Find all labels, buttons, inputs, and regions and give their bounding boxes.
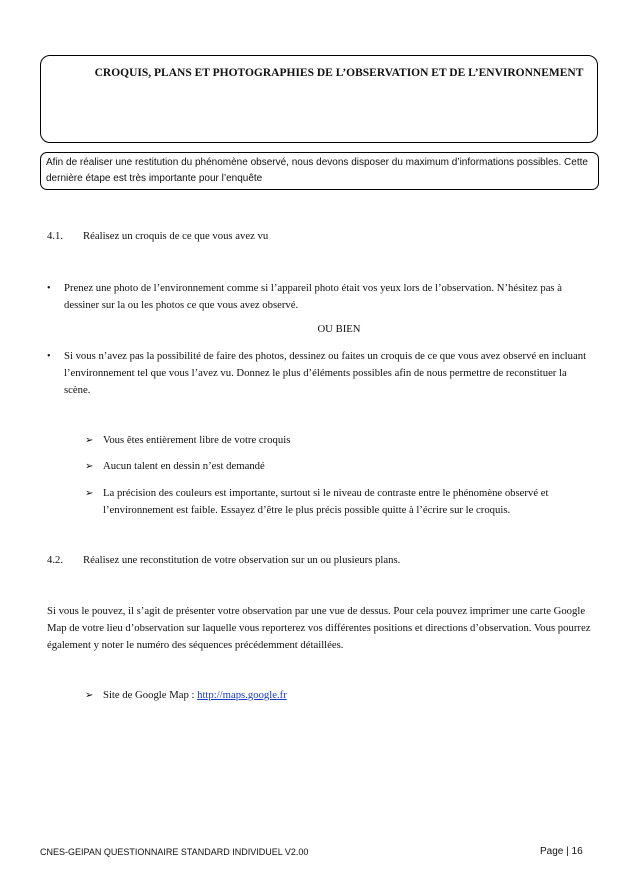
arrow-bullet-icon: ➢ (85, 435, 94, 446)
arrow-bullet-icon: ➢ (85, 461, 94, 472)
section-paragraph: Si vous le pouvez, il s’agit de présenter votre observation par une vue de dessus. Pour cela pouvez imprimer une carte Google Map de votre lieu d’observation sur laquelle vous reporterez vos différentes positions et directions d’observation. Vous pourrez également y noter le numéro des séquences précédemment détaillées. (47, 605, 591, 651)
section-number: 4.1. (47, 230, 64, 242)
bullet-text: Prenez une photo de l’environnement comme si l’appareil photo était vos yeux lors de l’observation. N’hésitez pas à dessiner sur la ou les photos ce que vous avez observé. (64, 282, 563, 311)
or-separator: OU BIEN (317, 323, 361, 335)
google-maps-link[interactable]: http://maps.google.fr (197, 689, 287, 701)
footer-page-number: Page | 16 (540, 846, 583, 857)
page-title: CROQUIS, PLANS ET PHOTOGRAPHIES DE L’OBSERVATION ET DE L’ENVIRONNEMENT (94, 67, 584, 79)
tip-text: Aucun talent en dessin n’est demandé (103, 460, 265, 472)
arrow-bullet-icon: ➢ (85, 488, 94, 499)
bullet-icon: • (47, 351, 51, 362)
arrow-bullet-icon: ➢ (85, 690, 94, 701)
intro-box: Afin de réaliser une restitution du phénomène observé, nous devons disposer du maximum d’informations possibles. Cette dernière étape est très importante pour l’enquête (40, 152, 599, 190)
section-number: 4.2. (47, 554, 64, 566)
tip-text: Vous êtes entièrement libre de votre croquis (103, 434, 291, 446)
section-heading: Réalisez un croquis de ce que vous avez vu (83, 230, 269, 242)
site-line (103, 687, 598, 704)
bullet-icon: • (47, 283, 51, 294)
site-label: Site de Google Map : (103, 689, 198, 701)
section-heading: Réalisez une reconstitution de votre observation sur un ou plusieurs plans. (83, 554, 401, 566)
tip-text: La précision des couleurs est importante, surtout si le niveau de contraste entre le phénomène observé et l’environnement est faible. Essayez d’être le plus précis possible quitte à l’écrire sur le croquis. (103, 487, 549, 516)
footer-document-id: CNES-GEIPAN QUESTIONNAIRE STANDARD INDIVIDUEL V2.00 (40, 847, 309, 857)
bullet-text: Si vous n’avez pas la possibilité de faire des photos, dessinez ou faites un croquis de ce que vous avez observé en incluant l’environnement tel que vous l’avez vu. Donnez le plus d’éléments possibles afin de nous permettre de reconstituer la scène. (64, 350, 587, 396)
